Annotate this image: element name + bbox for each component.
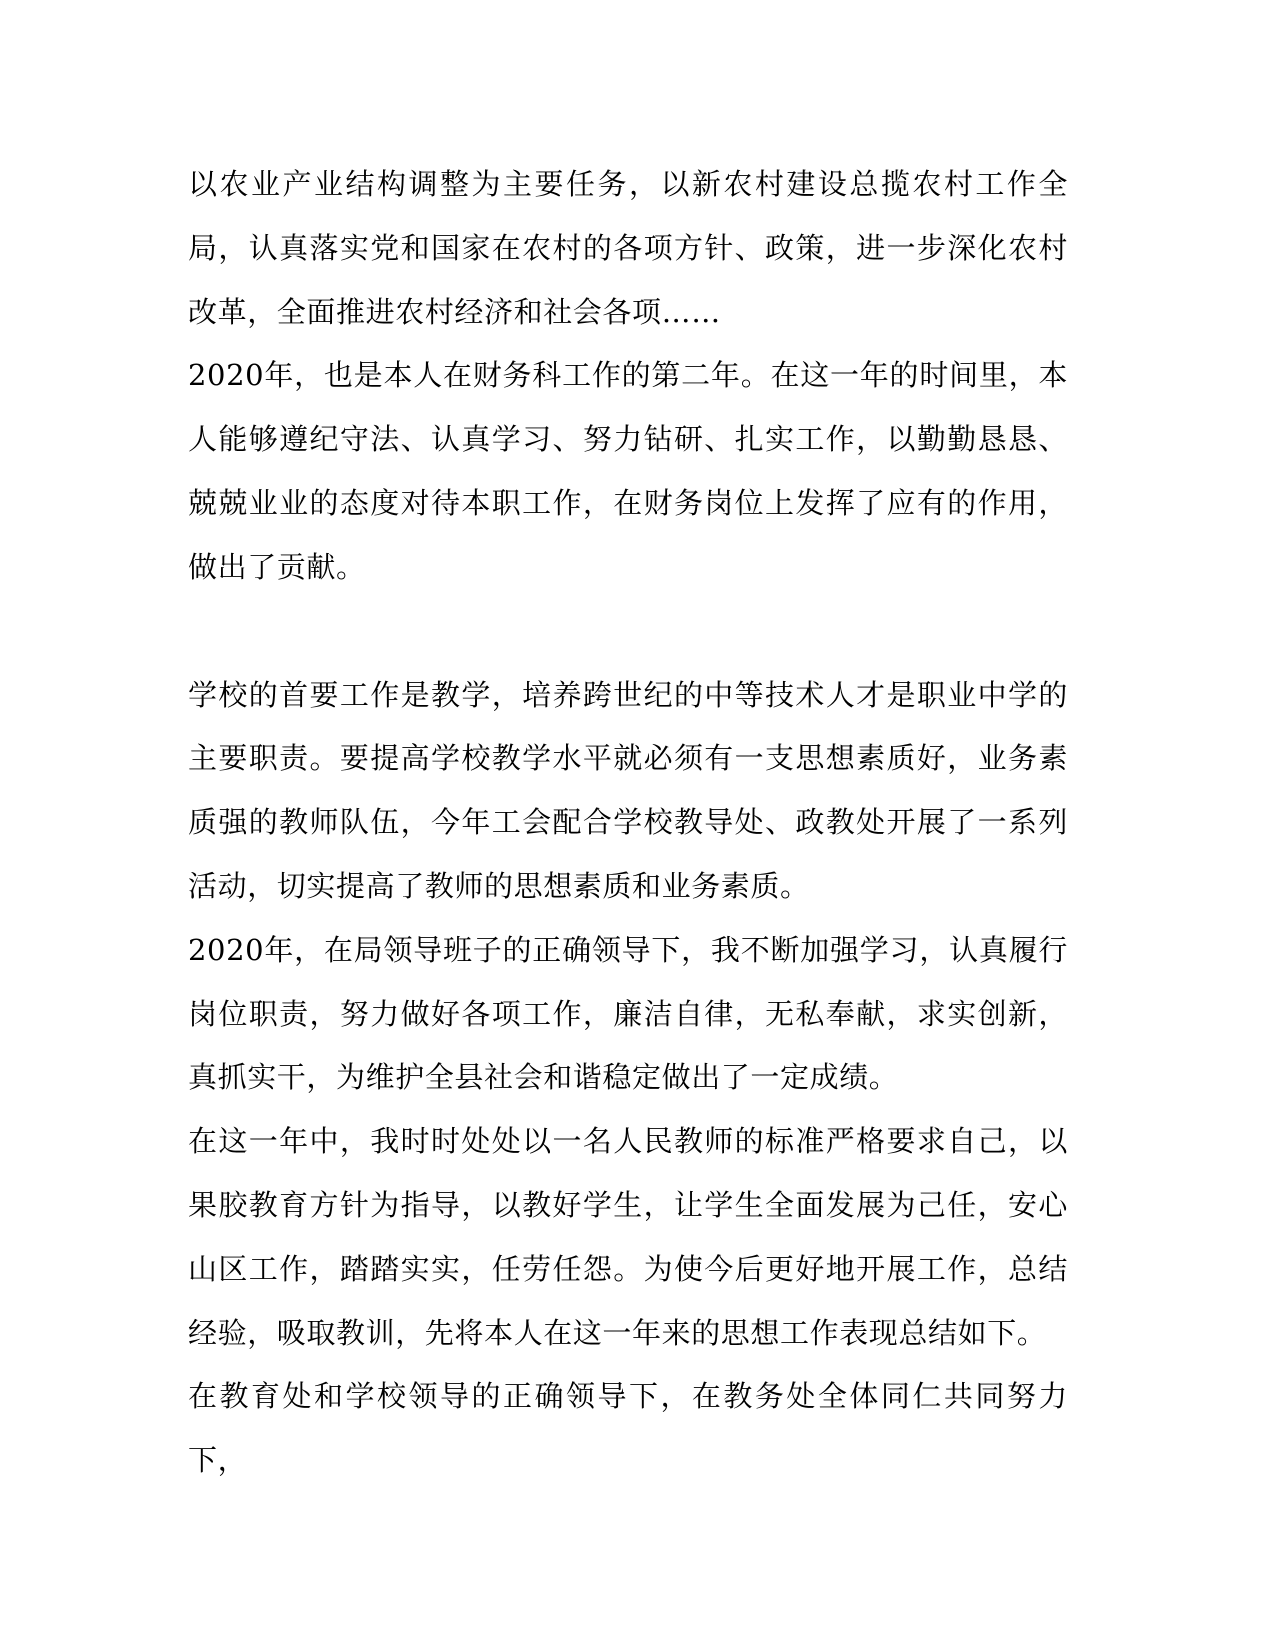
paragraph-4: 2020年，在局领导班子的正确领导下，我不断加强学习，认真履行岗位职责，努力做好各项工作，廉洁自律，无私奉献，求实创新，真抓实干，为维护全县社会和谐稳定做出了一定成绩。 <box>188 932 1068 1095</box>
paragraph-5: 在这一年中，我时时处处以一名人民教师的标准严格要求自己，以果胶教育方针为指导，以教好学生，让学生全面发展为己任，安心山区工作，踏踏实实，任劳任怨。为使今后更好地开展工作，总结经验，吸取教训，先将本人在这一年来的思想工作表现总结如下。 <box>188 1124 1068 1350</box>
paragraph-6: 在教育处和学校领导的正确领导下，在教务处全体同仁共同努力下， <box>188 1379 1068 1478</box>
document-body <box>188 153 1068 1493</box>
paragraph-1: 以农业产业结构调整为主要任务，以新农村建设总揽农村工作全局，认真落实党和国家在农村的各项方针、政策，进一步深化农村改革，全面推进农村经济和社会各项…… <box>188 167 1068 329</box>
paragraph-2: 2020年，也是本人在财务科工作的第二年。在这一年的时间里，本人能够遵纪守法、认真学习、努力钻研、扎实工作，以勤勤恳恳、兢兢业业的态度对待本职工作，在财务岗位上发挥了应有的作用，做出了贡献。 <box>188 358 1068 584</box>
paragraph-3: 学校的首要工作是教学，培养跨世纪的中等技术人才是职业中学的主要职责。要提高学校教学水平就必须有一支思想素质好，业务素质强的教师队伍，今年工会配合学校教导处、政教处开展了一系列活动，切实提高了教师的思想素质和业务素质。 <box>188 677 1068 903</box>
paragraph-spacer <box>188 600 1068 664</box>
